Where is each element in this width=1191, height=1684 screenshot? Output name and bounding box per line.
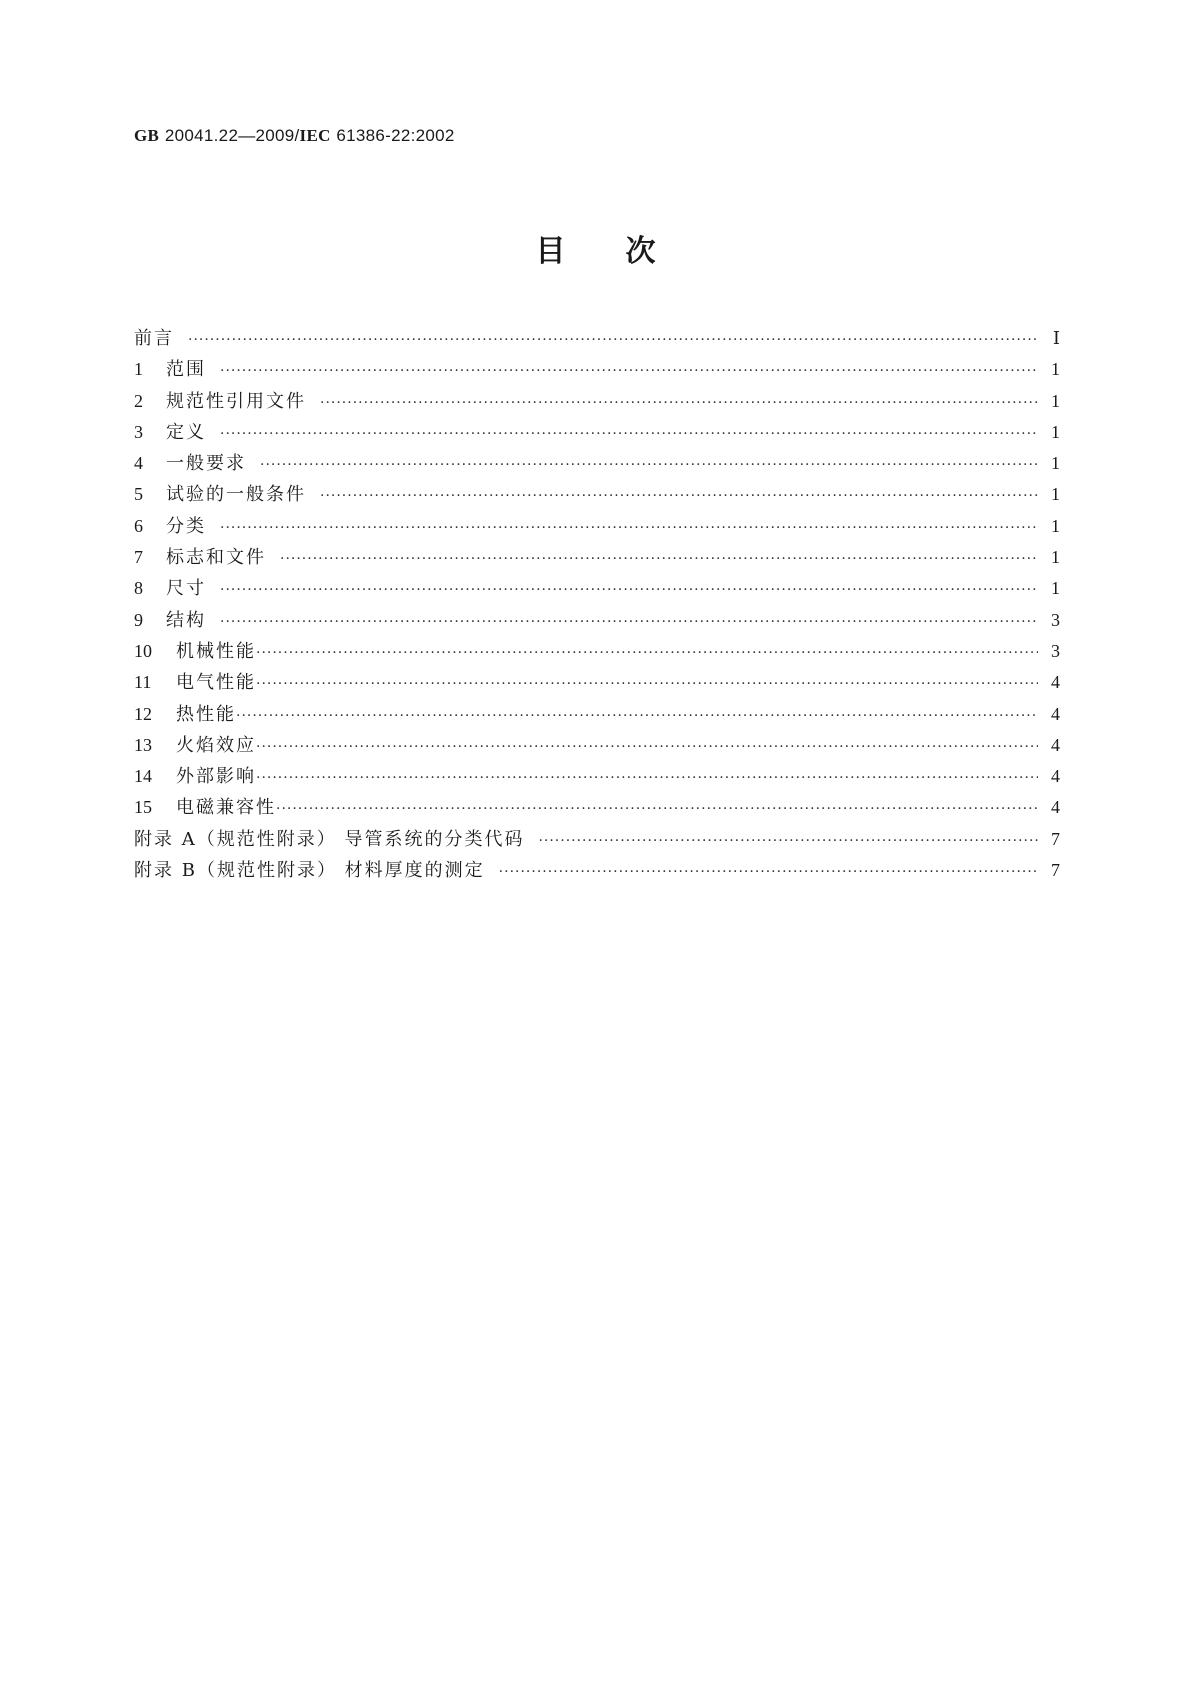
toc-page: 1 bbox=[1051, 453, 1060, 474]
toc-page: 3 bbox=[1051, 640, 1060, 661]
toc-label: 结构 bbox=[166, 609, 206, 631]
toc-page: 4 bbox=[1051, 797, 1060, 818]
toc-label: 分类 bbox=[166, 515, 206, 537]
toc-number: 15 bbox=[134, 797, 152, 818]
dot-leader bbox=[220, 614, 1038, 630]
toc-number: 12 bbox=[134, 703, 152, 724]
dot-leader bbox=[220, 426, 1038, 442]
dot-leader bbox=[276, 801, 1038, 817]
toc-page: 4 bbox=[1051, 734, 1060, 755]
toc-number: 3 bbox=[134, 421, 143, 442]
toc-page: 1 bbox=[1051, 390, 1060, 411]
dot-leader bbox=[256, 645, 1038, 661]
toc-number: 5 bbox=[134, 484, 143, 505]
toc-number: 8 bbox=[134, 578, 143, 599]
toc-number: 9 bbox=[134, 609, 143, 630]
toc-page: 1 bbox=[1051, 484, 1060, 505]
toc-entry-annex-b[interactable] bbox=[134, 856, 1060, 887]
toc-label: 范围 bbox=[166, 359, 206, 381]
toc-entry-14[interactable] bbox=[134, 762, 1060, 793]
toc-number: 14 bbox=[134, 766, 152, 787]
page-title: 目次 bbox=[535, 234, 716, 269]
toc-page: 7 bbox=[1051, 860, 1060, 881]
toc-number: 4 bbox=[134, 453, 143, 474]
dot-leader bbox=[499, 864, 1038, 880]
toc-page: 1 bbox=[1051, 547, 1060, 568]
toc-page: 3 bbox=[1051, 609, 1060, 630]
toc-page: 4 bbox=[1051, 766, 1060, 787]
toc-entry-2[interactable] bbox=[134, 387, 1060, 418]
toc-label: 规范性引用文件 bbox=[166, 390, 306, 412]
toc-number: 1 bbox=[134, 359, 143, 380]
toc-entry-annex-a[interactable] bbox=[134, 825, 1060, 856]
toc-label: 外部影响 bbox=[176, 766, 256, 788]
toc-entry-8[interactable] bbox=[134, 574, 1060, 605]
dot-leader bbox=[320, 395, 1038, 411]
toc-entry-4[interactable] bbox=[134, 449, 1060, 480]
dot-leader bbox=[256, 739, 1038, 755]
toc-entry-10[interactable] bbox=[134, 637, 1060, 668]
toc-entry-11[interactable] bbox=[134, 668, 1060, 699]
toc-entry-9[interactable] bbox=[134, 606, 1060, 637]
iec-number: 61386-22:2002 bbox=[336, 126, 455, 145]
dot-leader bbox=[220, 520, 1038, 536]
dot-leader bbox=[280, 551, 1038, 567]
standard-number bbox=[134, 126, 455, 146]
toc-number: 7 bbox=[134, 547, 143, 568]
toc-entry-13[interactable] bbox=[134, 731, 1060, 762]
dot-leader bbox=[236, 708, 1038, 724]
dot-leader bbox=[256, 676, 1038, 692]
toc-label: 前言 bbox=[134, 328, 174, 349]
toc-entry-6[interactable] bbox=[134, 512, 1060, 543]
toc-number: 11 bbox=[134, 672, 152, 693]
toc-label: 电气性能 bbox=[176, 672, 256, 694]
toc-label: 定义 bbox=[166, 421, 206, 443]
toc-page: Ⅰ bbox=[1052, 328, 1060, 348]
toc-page: 4 bbox=[1051, 703, 1060, 724]
toc-page: 4 bbox=[1051, 672, 1060, 693]
dot-leader bbox=[320, 488, 1038, 504]
toc-label: 火焰效应 bbox=[176, 734, 256, 756]
dot-leader bbox=[538, 833, 1038, 849]
dot-leader bbox=[220, 363, 1038, 379]
toc-label: 附录 B（规范性附录） 材料厚度的测定 bbox=[134, 860, 485, 882]
toc-label: 一般要求 bbox=[166, 453, 246, 475]
toc-number: 13 bbox=[134, 734, 152, 755]
toc-entry-foreword[interactable] bbox=[134, 324, 1060, 355]
toc-page: 1 bbox=[1051, 515, 1060, 536]
toc-entry-15[interactable] bbox=[134, 793, 1060, 824]
toc-number: 10 bbox=[134, 640, 152, 661]
toc-entry-12[interactable] bbox=[134, 700, 1060, 731]
toc-label: 尺寸 bbox=[166, 578, 206, 600]
iec-prefix: IEC bbox=[299, 126, 331, 145]
toc-page: 1 bbox=[1051, 359, 1060, 380]
toc-page: 7 bbox=[1051, 828, 1060, 849]
toc-entry-1[interactable] bbox=[134, 355, 1060, 386]
dot-leader bbox=[260, 457, 1038, 473]
toc-label: 电磁兼容性 bbox=[176, 797, 276, 819]
gb-prefix: GB bbox=[134, 126, 160, 145]
toc-label: 热性能 bbox=[176, 703, 236, 725]
dot-leader bbox=[220, 582, 1038, 598]
toc-entry-3[interactable] bbox=[134, 418, 1060, 449]
toc-number: 2 bbox=[134, 390, 143, 411]
toc-label: 试验的一般条件 bbox=[166, 484, 306, 506]
toc-entry-7[interactable] bbox=[134, 543, 1060, 574]
table-of-contents bbox=[134, 324, 1060, 887]
toc-number: 6 bbox=[134, 515, 143, 536]
toc-page: 1 bbox=[1051, 578, 1060, 599]
dot-leader bbox=[188, 332, 1038, 348]
toc-label: 附录 A（规范性附录） 导管系统的分类代码 bbox=[134, 828, 525, 850]
toc-label: 机械性能 bbox=[176, 640, 256, 662]
dot-leader bbox=[256, 770, 1038, 786]
toc-page: 1 bbox=[1051, 421, 1060, 442]
toc-label: 标志和文件 bbox=[166, 547, 266, 569]
toc-entry-5[interactable] bbox=[134, 480, 1060, 511]
gb-number: 20041.22—2009/ bbox=[164, 126, 300, 145]
